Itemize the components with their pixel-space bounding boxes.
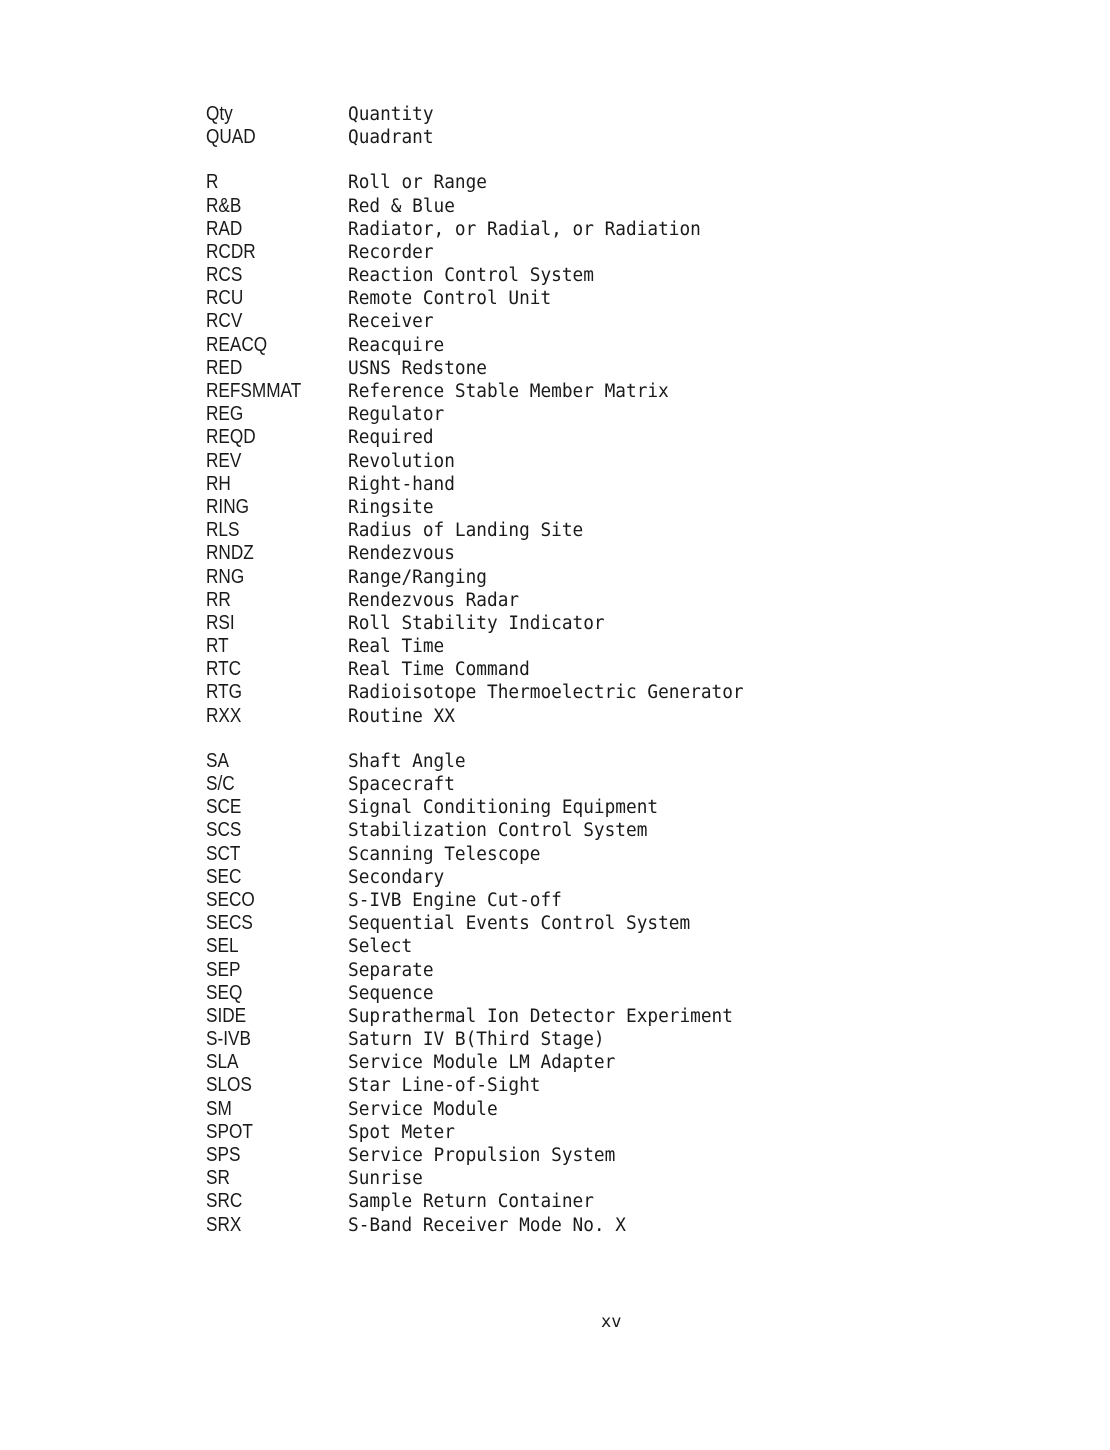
definition: Radiator, or Radial, or Radiation [348, 218, 701, 240]
abbreviation: REQD [206, 426, 256, 449]
glossary-entry [206, 866, 906, 889]
glossary-entry [206, 1214, 906, 1237]
glossary-entry [206, 589, 906, 612]
abbreviation: RCDR [206, 240, 256, 263]
definition: Suprathermal Ion Detector Experiment [348, 1005, 733, 1027]
definition: Revolution [348, 450, 455, 472]
definition: Recorder [348, 241, 434, 263]
abbreviation: SEL [206, 935, 239, 958]
abbreviation: SRC [206, 1190, 243, 1213]
abbreviation: RSI [206, 611, 235, 634]
abbreviation: REV [206, 449, 242, 472]
abbreviation: RAD [206, 217, 243, 240]
glossary-entry [206, 1144, 906, 1167]
abbreviation: RTG [206, 681, 242, 704]
definition: Signal Conditioning Equipment [348, 797, 659, 819]
definition: S-IVB Engine Cut-off [348, 889, 562, 911]
glossary-entry [206, 658, 906, 681]
glossary-entry [206, 1190, 906, 1213]
definition: Service Propulsion System [348, 1145, 616, 1167]
glossary-group-q [206, 103, 906, 149]
glossary-entry [206, 750, 906, 773]
definition: Real Time [348, 636, 445, 658]
abbreviation: SECS [206, 912, 253, 935]
glossary-entry [206, 403, 906, 426]
abbreviation: RH [206, 472, 231, 495]
page-number: xv [601, 1312, 622, 1332]
definition: Ringsite [348, 496, 434, 518]
abbreviation: RXX [206, 704, 242, 727]
abbreviation: RCS [206, 264, 243, 287]
definition: Shaft Angle [348, 750, 466, 772]
glossary-entry [206, 519, 906, 542]
abbreviation: RT [206, 635, 229, 658]
glossary-entry [206, 126, 906, 149]
glossary-entry [206, 380, 906, 403]
definition: Remote Control Unit [348, 288, 552, 310]
definition: Spot Meter [348, 1121, 455, 1143]
glossary-entry [206, 1167, 906, 1190]
glossary-entry [206, 496, 906, 519]
abbreviation: SPOT [206, 1120, 253, 1143]
glossary-entry [206, 103, 906, 126]
abbreviation: SCS [206, 819, 242, 842]
abbreviation: SIDE [206, 1004, 247, 1027]
abbreviation: S/C [206, 773, 235, 796]
glossary-entry [206, 1121, 906, 1144]
definition: Select [348, 936, 413, 958]
abbreviation: SR [206, 1167, 230, 1190]
glossary-entry [206, 635, 906, 658]
definition: Roll or Range [348, 172, 488, 194]
abbreviation: RTC [206, 658, 242, 681]
glossary-entry [206, 566, 906, 589]
glossary-entry [206, 334, 906, 357]
glossary-entry [206, 357, 906, 380]
abbreviation: SEC [206, 865, 242, 888]
definition: Required [348, 427, 434, 449]
definition: Reacquire [348, 334, 445, 356]
definition: Scanning Telescope [348, 843, 541, 865]
definition: Reaction Control System [348, 265, 594, 287]
abbreviation: RNG [206, 565, 245, 588]
abbreviation: Qty [206, 102, 233, 125]
abbreviation: R&B [206, 194, 242, 217]
glossary-entry [206, 982, 906, 1005]
definition: Service Module LM Adapter [348, 1052, 616, 1074]
definition: Rendezvous [348, 543, 455, 565]
definition: Star Line-of-Sight [348, 1075, 541, 1097]
abbreviation: RR [206, 588, 231, 611]
definition: Right-hand [348, 473, 455, 495]
glossary-entry [206, 311, 906, 334]
glossary-entry [206, 218, 906, 241]
definition: Separate [348, 959, 434, 981]
abbreviation: SEQ [206, 981, 243, 1004]
glossary-entry [206, 796, 906, 819]
abbreviation-glossary [206, 103, 906, 1259]
definition: Stabilization Control System [348, 820, 648, 842]
abbreviation: RING [206, 495, 249, 518]
abbreviation: SEP [206, 958, 241, 981]
glossary-entry [206, 935, 906, 958]
definition: Secondary [348, 866, 445, 888]
definition: Range/Ranging [348, 566, 488, 588]
abbreviation: QUAD [206, 126, 256, 149]
glossary-entry [206, 1051, 906, 1074]
glossary-group-r [206, 171, 906, 728]
abbreviation: REFSMMAT [206, 380, 302, 403]
glossary-entry [206, 450, 906, 473]
glossary-entry [206, 241, 906, 264]
definition: Quadrant [348, 127, 434, 149]
definition: Receiver [348, 311, 434, 333]
definition: Routine XX [348, 705, 455, 727]
definition: USNS Redstone [348, 357, 488, 379]
abbreviation: SECO [206, 888, 255, 911]
definition: Red & Blue [348, 195, 455, 217]
definition: Rendezvous Radar [348, 589, 520, 611]
glossary-entry [206, 195, 906, 218]
abbreviation: SA [206, 749, 229, 772]
glossary-entry [206, 171, 906, 194]
definition: Roll Stability Indicator [348, 612, 605, 634]
abbreviation: SM [206, 1097, 232, 1120]
glossary-entry [206, 843, 906, 866]
definition: Service Module [348, 1098, 498, 1120]
definition: Spacecraft [348, 774, 455, 796]
glossary-entry [206, 473, 906, 496]
glossary-entry [206, 1075, 906, 1098]
abbreviation: SRX [206, 1213, 242, 1236]
abbreviation: RCV [206, 310, 243, 333]
definition: Real Time Command [348, 659, 530, 681]
abbreviation: SCE [206, 796, 242, 819]
definition: S-Band Receiver Mode No. X [348, 1214, 627, 1236]
glossary-entry [206, 1028, 906, 1051]
glossary-entry [206, 1005, 906, 1028]
abbreviation: RCU [206, 287, 244, 310]
glossary-entry [206, 819, 906, 842]
definition: Sample Return Container [348, 1191, 594, 1213]
definition: Regulator [348, 404, 445, 426]
abbreviation: REACQ [206, 333, 268, 356]
abbreviation: RED [206, 356, 243, 379]
abbreviation: SCT [206, 842, 241, 865]
glossary-entry [206, 912, 906, 935]
glossary-entry [206, 682, 906, 705]
abbreviation: REG [206, 403, 244, 426]
definition: Radius of Landing Site [348, 520, 584, 542]
abbreviation: RNDZ [206, 542, 254, 565]
abbreviation: SLA [206, 1051, 239, 1074]
abbreviation: SPS [206, 1144, 241, 1167]
definition: Quantity [348, 103, 434, 125]
glossary-entry [206, 1098, 906, 1121]
glossary-entry [206, 287, 906, 310]
definition: Saturn IV B(Third Stage) [348, 1029, 605, 1051]
glossary-entry [206, 773, 906, 796]
glossary-entry [206, 264, 906, 287]
definition: Sequential Events Control System [348, 913, 691, 935]
glossary-group-s [206, 750, 906, 1237]
abbreviation: RLS [206, 519, 240, 542]
abbreviation: R [206, 171, 219, 194]
definition: Sunrise [348, 1168, 423, 1190]
abbreviation: S-IVB [206, 1028, 251, 1051]
glossary-entry [206, 426, 906, 449]
glossary-entry [206, 889, 906, 912]
glossary-entry [206, 959, 906, 982]
definition: Reference Stable Member Matrix [348, 381, 669, 403]
glossary-entry [206, 705, 906, 728]
definition: Radioisotope Thermoelectric Generator [348, 682, 744, 704]
glossary-entry [206, 542, 906, 565]
definition: Sequence [348, 982, 434, 1004]
glossary-entry [206, 612, 906, 635]
abbreviation: SLOS [206, 1074, 252, 1097]
